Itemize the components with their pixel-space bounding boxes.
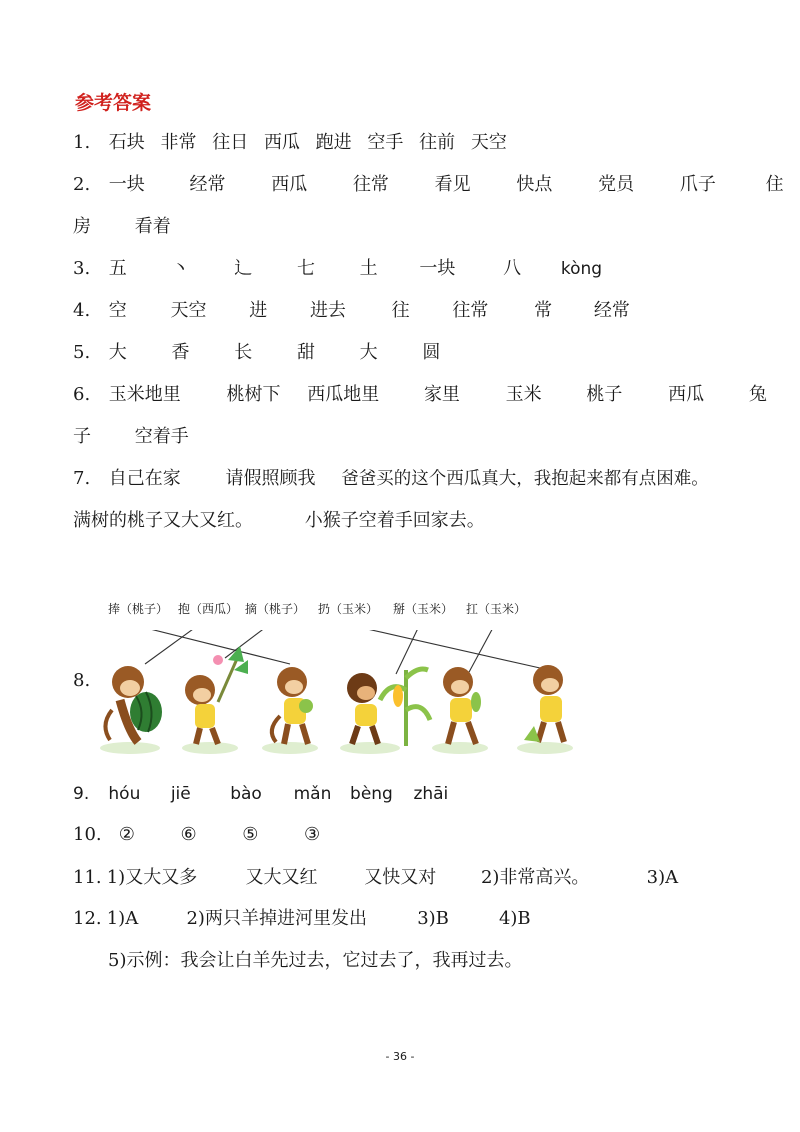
answer-word: 西瓜 (271, 174, 308, 195)
q-number: 6. (73, 384, 91, 405)
answer-sentence: 爸爸买的这个西瓜真大，我抱起来都有点困难。 (341, 469, 709, 489)
answer-1 (73, 130, 507, 156)
answer-word: 往常 (452, 300, 489, 321)
answer-word: 一块 (419, 258, 456, 279)
answer-word: 家里 (423, 384, 460, 405)
answer-word: 看见 (434, 174, 471, 195)
monkey-6-corn (517, 665, 573, 754)
answer-word: 甜 (296, 342, 315, 363)
answer-word: 子 (73, 426, 91, 447)
answer-word: 快点 (516, 174, 553, 195)
monkey-1-watermelon (100, 666, 162, 754)
answer-10 (73, 822, 320, 848)
answer-word: 桃树下 (226, 384, 281, 405)
answer-word: 辶 (234, 258, 253, 279)
answer-word: 空 (108, 300, 127, 321)
answer-word: 圆 (422, 342, 441, 363)
q-number: 2. (73, 174, 91, 195)
pinyin-word: zhāi (413, 784, 449, 804)
answer-word: 请假照顾我 (225, 468, 316, 489)
monkey-4-corn (340, 669, 430, 754)
answer-word: 桃子 (586, 384, 623, 405)
answer-word: 1)A (106, 908, 139, 929)
answer-word: 1)又大又多 (106, 867, 198, 888)
q-number: 11. (73, 867, 102, 888)
answer-word: 往日 (212, 132, 249, 153)
pinyin-word: bèng (350, 784, 393, 804)
answer-7 (73, 466, 709, 492)
answer-word: 2)非常高兴。 (480, 867, 590, 888)
answer-word: 天空 (470, 132, 507, 153)
answer-word: 大 (108, 342, 127, 363)
answer-word: 2)两只羊掉进河里发出 (186, 908, 367, 929)
q-number: 5. (73, 342, 91, 363)
answer-5 (73, 340, 440, 366)
answer-word: 3)B (417, 908, 449, 929)
verb-label: 扔（玉米） (318, 602, 379, 616)
verb-label: 掰（玉米） (393, 602, 454, 616)
q-number: 12. (73, 908, 102, 929)
answer-word: 丶 (171, 258, 190, 279)
answer-word: 3)A (646, 867, 679, 888)
matching-lines (130, 630, 540, 674)
answer-2 (73, 172, 784, 198)
q-number: 9. (73, 784, 90, 804)
answer-word: 玉米 (505, 384, 542, 405)
q-number: 1. (73, 132, 91, 153)
answer-8 (73, 668, 103, 694)
answer-word: ② (118, 824, 135, 845)
answer-word: 常 (534, 300, 553, 321)
answer-9 (73, 781, 448, 807)
answer-word: 天空 (170, 300, 207, 321)
answer-word: 房 (73, 216, 91, 237)
answer-word: 4)B (498, 908, 531, 929)
answer-word: 又大又红 (245, 867, 318, 888)
pinyin-word: hóu (108, 784, 141, 804)
answer-word: 西瓜地里 (307, 384, 380, 405)
answer-12 (73, 906, 531, 932)
answer-word: 住 (765, 174, 784, 195)
answer-2-cont (73, 214, 171, 240)
answer-3 (73, 256, 602, 282)
answer-word: 玉米地里 (108, 384, 181, 405)
answer-sentence: 小猴子空着手回家去。 (304, 510, 485, 531)
answer-12-cont (108, 948, 522, 974)
answer-word: 西瓜 (668, 384, 705, 405)
answer-word: 又快又对 (364, 867, 437, 888)
answer-7-cont (73, 508, 485, 534)
answer-word: ⑤ (242, 824, 259, 845)
page-number: - 36 - (385, 1050, 415, 1063)
answer-4 (73, 298, 630, 324)
answer-word: 香 (171, 342, 190, 363)
answer-word: 非常 (160, 132, 197, 153)
answer-sentence: 满树的桃子又大又红。 (73, 510, 253, 531)
verb-label: 扛（玉米） (466, 602, 527, 616)
monkey-2-branch (182, 646, 248, 754)
answer-word: 经常 (189, 174, 226, 195)
answer-word: kòng (560, 259, 603, 279)
answer-word: 看着 (134, 216, 171, 237)
answer-6-cont (73, 424, 189, 450)
answer-word: 往常 (352, 174, 389, 195)
q-number: 8. (73, 670, 91, 691)
answer-word: 党员 (598, 174, 635, 195)
answer-word: 七 (296, 258, 315, 279)
answer-word: 一块 (108, 174, 145, 195)
q-number: 10. (73, 824, 102, 845)
pinyin-word: bào (230, 784, 262, 804)
monkey-matching-illustration (100, 630, 590, 758)
verb-label: 捧（桃子） (108, 602, 169, 616)
answer-word: ⑥ (180, 824, 197, 845)
answer-word: ③ (303, 824, 321, 845)
monkey-3-peach (262, 667, 318, 754)
answer-word: 五 (108, 258, 127, 279)
answer-word: 进去 (309, 300, 346, 321)
answer-word: 兔 (748, 384, 767, 405)
monkey-5-corn (432, 667, 488, 754)
answer-word: 大 (359, 342, 378, 363)
answer-word: 往前 (419, 132, 456, 153)
answer-word: 西瓜 (263, 132, 300, 153)
answer-6 (73, 382, 767, 408)
q-number: 3. (73, 258, 91, 279)
q-number: 4. (73, 300, 91, 321)
answer-word: 石块 (108, 132, 145, 153)
pinyin-word: mǎn (293, 784, 332, 804)
answer-word: 自己在家 (108, 468, 181, 489)
q-number: 7. (73, 468, 91, 489)
answer-sentence: 5)示例：我会让白羊先过去，它过去了，我再过去。 (108, 950, 523, 971)
answer-title: 参考答案 (75, 92, 152, 114)
answer-word: 往 (391, 300, 410, 321)
answer-word: 空手 (367, 132, 404, 153)
answer-word: 进 (249, 300, 268, 321)
answer-word: 空着手 (134, 426, 189, 447)
verb-label: 抱（西瓜） (178, 602, 239, 616)
answer-word: 长 (234, 342, 253, 363)
pinyin-word: jiē (170, 784, 191, 804)
answer-word: 土 (359, 258, 378, 279)
answer-word: 八 (503, 258, 522, 279)
verb-label: 摘（桃子） (245, 602, 306, 616)
answer-word: 跑进 (315, 132, 352, 153)
answer-word: 爪子 (679, 174, 716, 195)
answer-11 (73, 865, 678, 891)
answer-word: 经常 (593, 300, 630, 321)
